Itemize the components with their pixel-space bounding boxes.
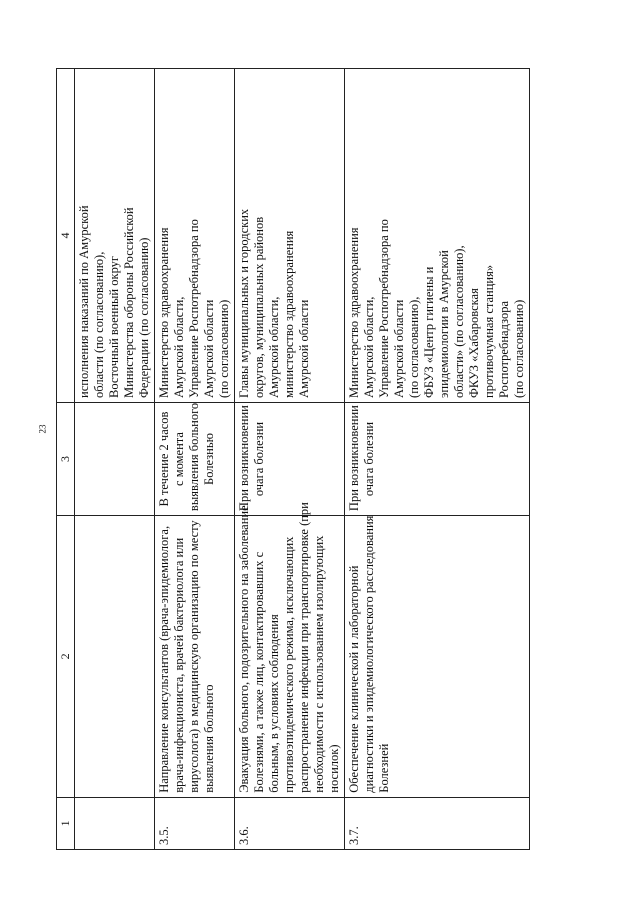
timing-cell-line: очага болезни	[362, 421, 376, 497]
action-cell-line: больным, в условиях соблюдения	[267, 614, 281, 793]
table-header-row	[57, 69, 75, 850]
action-cell	[155, 516, 235, 798]
rotated-table-container	[56, 68, 584, 850]
responsible-cell-line: Управление Роспотребнадзора по	[187, 219, 201, 398]
timing-cell-line: При возникновении	[347, 405, 361, 512]
action-cell-line: Направление консультантов (врача-эпидемиолога,	[157, 525, 171, 793]
row-number-cell: 3.7.	[345, 797, 530, 849]
responsible-cell-line: Амурской области	[297, 299, 311, 398]
responsible-cell-line: (по согласованию),	[407, 296, 421, 398]
responsible-cell-line: Главы муниципальных и городских	[237, 208, 251, 398]
timing-cell-line: При возникновении	[237, 405, 251, 512]
responsible-cell-line: Амурской области	[392, 299, 406, 398]
action-cell	[75, 516, 155, 798]
action-cell-line: выявления больного	[202, 684, 216, 793]
action-cell-line: распространение инфекции при транспортировке (при	[297, 502, 311, 793]
responsible-cell-line: ФБУЗ «Центр гигиены и	[422, 266, 436, 398]
action-cell-line: диагностики и эпидемиологического расследования	[362, 515, 376, 793]
responsible-cell-line: Амурской области,	[172, 296, 186, 398]
action-cell-line: Обеспечение клинической и лабораторной	[347, 565, 361, 793]
timing-cell-line: с момента	[172, 432, 186, 486]
timing-cell-line: Болезнью	[202, 433, 216, 485]
row-number-cell: 3.5.	[155, 797, 235, 849]
responsible-cell-line: противочумная станция»	[482, 264, 496, 398]
responsible-cell	[75, 69, 155, 403]
action-cell-line: Эвакуация больного, подозрительного на заболевание	[237, 505, 251, 793]
responsible-cell-line: Федерации (по согласованию)	[137, 237, 151, 398]
responsible-cell-line: округов, муниципальных районов	[252, 216, 266, 398]
responsible-cell-line: области» (по согласованию),	[452, 245, 466, 398]
action-cell-line: носилок)	[327, 744, 341, 793]
action-cell-line: необходимости с использованием изолирующих	[312, 535, 326, 793]
timing-cell-line: выявления больного	[187, 402, 201, 512]
responsible-cell-line: Роспотребнадзора	[497, 301, 511, 398]
responsible-cell-line: эпидемиологии в Амурской	[437, 250, 451, 398]
table-row	[155, 69, 235, 850]
row-number-cell: 3.6.	[235, 797, 345, 849]
responsible-cell-line: исполнения наказаний по Амурской	[77, 205, 91, 398]
column-header-1: 1	[57, 797, 75, 849]
responsible-cell-line: (по согласованию)	[217, 299, 231, 398]
action-cell-line: Болезней	[377, 743, 391, 793]
action-cell-line: Болезнями, а также лиц, контактировавших с	[252, 551, 266, 793]
responsible-cell	[155, 69, 235, 403]
row-number-cell	[75, 797, 155, 849]
responsible-cell-line: Управление Роспотребнадзора по	[377, 219, 391, 398]
responsible-cell-line: министерство здравоохранения	[282, 230, 296, 398]
responsible-cell-line: области (по согласованию),	[92, 251, 106, 398]
timing-cell-line: В течение 2 часов	[157, 411, 171, 507]
action-cell	[235, 502, 345, 798]
responsible-cell-line: Восточный военный округ	[107, 255, 121, 398]
timing-cell	[345, 402, 530, 515]
action-cell	[345, 516, 530, 798]
action-cell-line: противоэпидемического режима, исключающих	[282, 536, 296, 793]
column-header-2: 2	[57, 516, 75, 798]
table-row	[235, 69, 345, 850]
column-header-4: 4	[57, 69, 75, 403]
responsible-cell-line: Министерство здравоохранения	[157, 227, 171, 398]
responsible-cell-line: ФКУЗ «Хабаровская	[467, 288, 481, 398]
responsible-cell-line: Амурской области,	[267, 296, 281, 398]
table-row	[345, 69, 530, 850]
timing-cell	[235, 402, 345, 515]
column-header-3: 3	[57, 402, 75, 515]
responsible-cell	[345, 69, 530, 403]
responsible-cell-line: Амурской области	[202, 299, 216, 398]
action-cell-line: вирусолога) в медицинскую организацию по месту	[187, 520, 201, 793]
action-cell-line: врача-инфекциониста, врачей бактериолога или	[172, 537, 186, 793]
responsible-cell-line: Министерство здравоохранения	[347, 227, 361, 398]
timing-cell	[75, 402, 155, 515]
measures-table	[56, 68, 530, 850]
page-number: 23	[37, 424, 48, 434]
timing-cell-line: очага болезни	[252, 421, 266, 497]
table-row	[75, 69, 155, 850]
responsible-cell-line: Амурской области,	[362, 296, 376, 398]
responsible-cell	[235, 69, 345, 403]
responsible-cell-line: (по согласованию)	[512, 299, 526, 398]
responsible-cell-line: Министерства обороны Российской	[122, 207, 136, 398]
timing-cell	[155, 402, 235, 515]
